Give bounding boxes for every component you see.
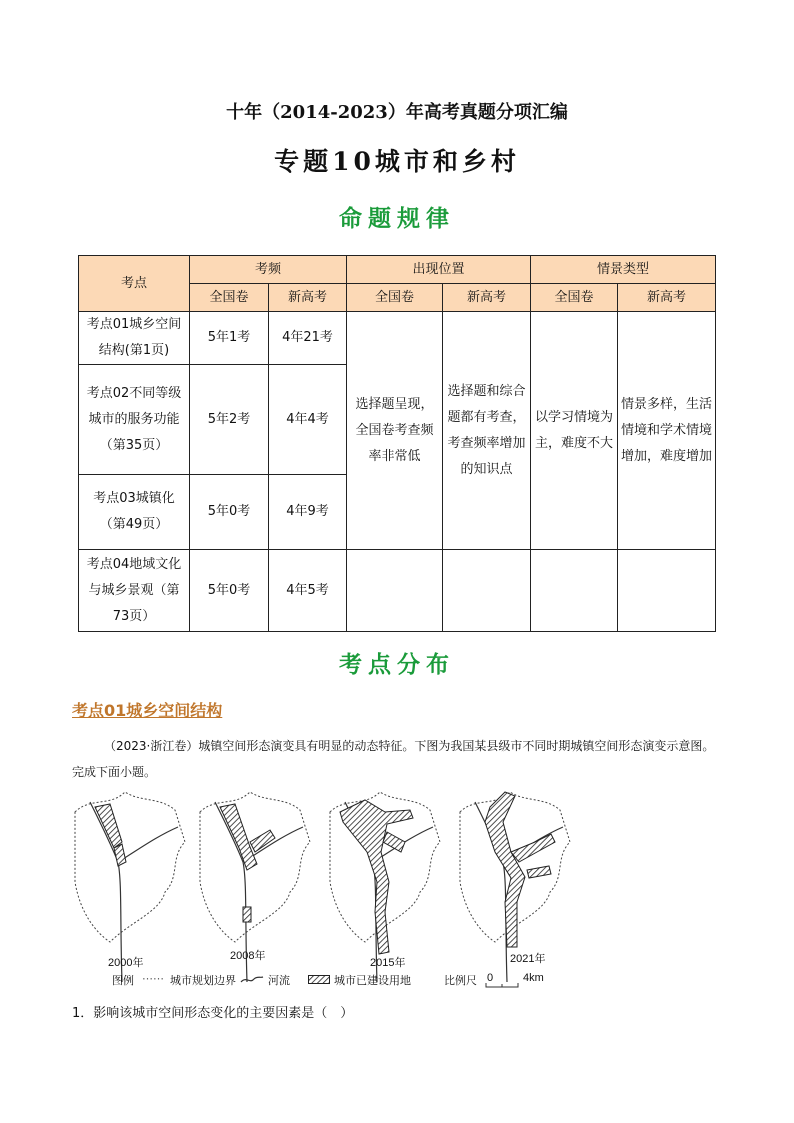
cell-xgk-2: 4年4考 — [269, 365, 347, 475]
th-xgk-2: 新高考 — [443, 284, 531, 312]
legend-built: 城市已建设用地 — [334, 975, 411, 987]
cell-empty-1 — [347, 550, 443, 632]
section-heading-dist: 考点分布 — [339, 651, 455, 678]
scale-four: 4km — [523, 972, 544, 984]
river-icon — [240, 975, 264, 985]
year-label-2008: 2008年 — [230, 950, 266, 962]
th-kaopin: 考频 — [190, 256, 347, 284]
legend-label: 图例 — [112, 975, 134, 987]
th-qgj-3: 全国卷 — [531, 284, 618, 312]
th-weizhi: 出现位置 — [347, 256, 531, 284]
map-panels — [70, 782, 630, 992]
legend-river: 河流 — [268, 975, 290, 987]
year-label-2000: 2000年 — [108, 957, 144, 969]
cell-qgj-3: 5年0考 — [190, 475, 269, 550]
cell-pos-qgj: 选择题呈现，全国卷考查频率非常低 — [347, 312, 443, 550]
cell-empty-2 — [443, 550, 531, 632]
cell-xgk-4: 4年5考 — [269, 550, 347, 632]
city-evolution-figure — [70, 782, 630, 992]
legend-boundary: 城市规划边界 — [170, 975, 236, 987]
doc-subtitle: 专题10城市和乡村 — [274, 147, 520, 176]
cell-kd-3: 考点03城镇化（第49页） — [79, 475, 190, 550]
topic-title: 考点01城乡空间结构 — [72, 701, 223, 720]
cell-xgk-1: 4年21考 — [269, 312, 347, 365]
year-label-2015: 2015年 — [370, 957, 406, 969]
exam-table — [78, 255, 716, 632]
th-qgj-1: 全国卷 — [190, 284, 269, 312]
doc-title: 十年（2014-2023）年高考真题分项汇编 — [226, 102, 568, 123]
cell-empty-4 — [618, 550, 716, 632]
cell-scene-xgk: 情景多样，生活情境和学术情境增加，难度增加 — [618, 312, 716, 550]
cell-xgk-3: 4年9考 — [269, 475, 347, 550]
th-xgk-1: 新高考 — [269, 284, 347, 312]
cell-pos-xgk: 选择题和综合题都有考查，考查频率增加的知识点 — [443, 312, 531, 550]
cell-kd-2: 考点02不同等级城市的服务功能（第35页） — [79, 365, 190, 475]
built-area-icon — [308, 975, 330, 984]
scale-label: 比例尺 — [444, 975, 477, 987]
cell-kd-4: 考点04地域文化与城乡景观（第73页） — [79, 550, 190, 632]
th-qgj-2: 全国卷 — [347, 284, 443, 312]
cell-qgj-4: 5年0考 — [190, 550, 269, 632]
question-1: 1．影响该城市空间形态变化的主要因素是（ ） — [72, 1006, 354, 1021]
th-qingjing: 情景类型 — [531, 256, 716, 284]
scale-bar — [484, 983, 520, 989]
th-kaodian: 考点 — [79, 256, 190, 312]
cell-scene-qgj: 以学习情境为主，难度不大 — [531, 312, 618, 550]
cell-kd-1: 考点01城乡空间结构(第1页) — [79, 312, 190, 365]
cell-empty-3 — [531, 550, 618, 632]
th-xgk-3: 新高考 — [618, 284, 716, 312]
legend-boundary-line: ⋯⋯ — [142, 973, 164, 985]
year-label-2021: 2021年 — [510, 953, 546, 965]
section-heading-rule: 命题规律 — [339, 205, 455, 232]
cell-qgj-2: 5年2考 — [190, 365, 269, 475]
intro-paragraph: （2023·浙江卷）城镇空间形态演变具有明显的动态特征。下图为我国某县级市不同时期城镇空间形态演变示意图。完成下面小题。 — [72, 739, 715, 779]
scale-zero: 0 — [487, 972, 494, 984]
cell-qgj-1: 5年1考 — [190, 312, 269, 365]
